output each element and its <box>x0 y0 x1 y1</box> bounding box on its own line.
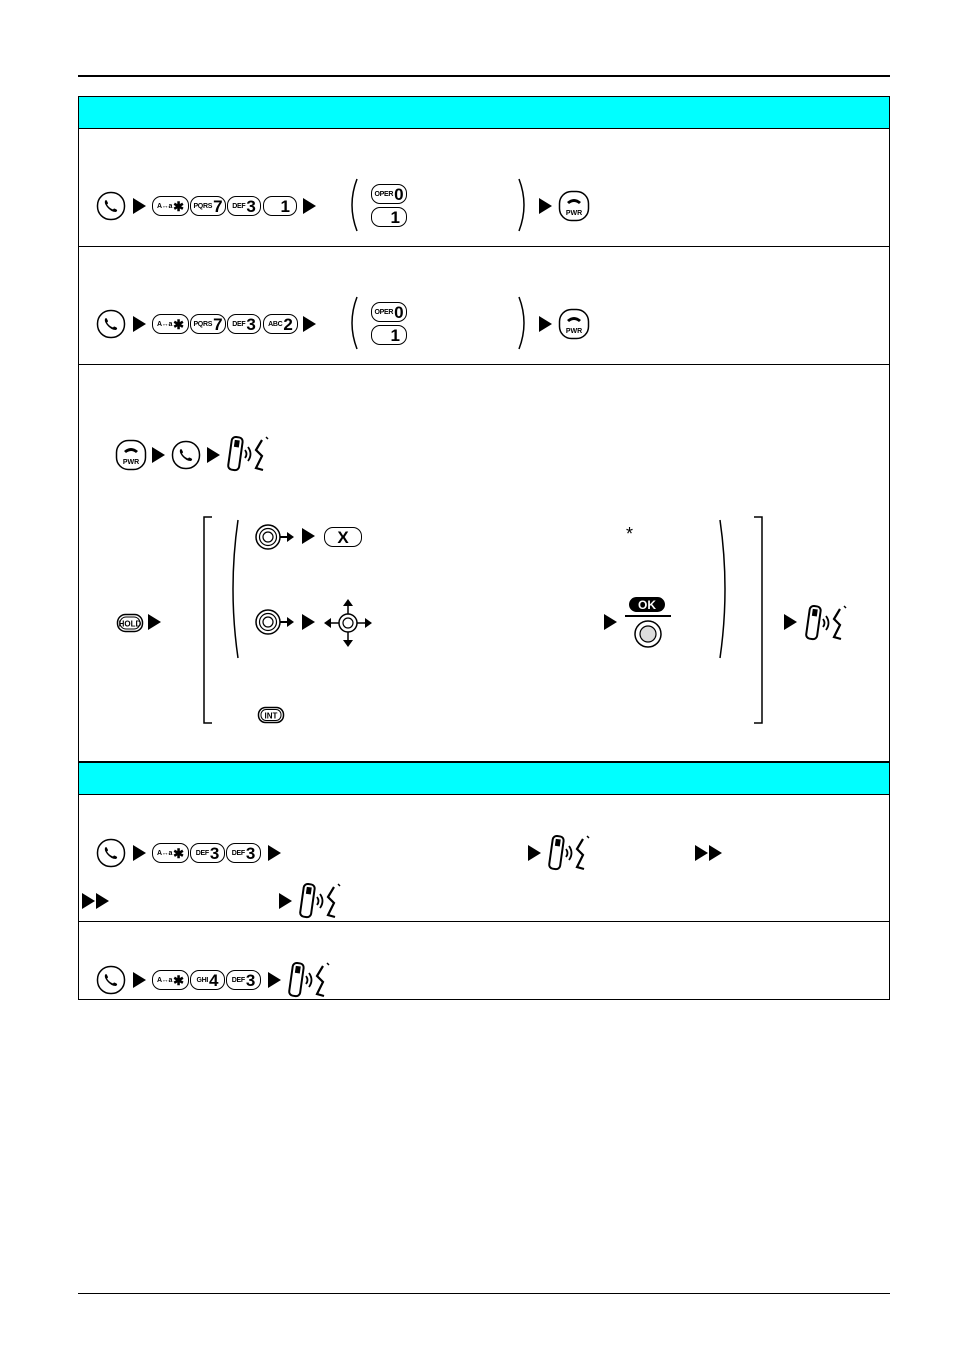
close-paren <box>517 295 531 351</box>
arrow-icon <box>268 845 281 861</box>
one-key: 1 <box>371 325 407 345</box>
arrow-icon <box>133 845 146 861</box>
star-key: A↔a ✱ <box>152 314 189 334</box>
star-key: A↔a ✱ <box>152 196 189 216</box>
close-paren <box>718 518 732 660</box>
three-key: DEF 3 <box>227 314 261 334</box>
off-hook-icon <box>96 309 126 339</box>
arrow-icon <box>302 614 315 630</box>
power-key-icon <box>558 308 590 340</box>
arrow-icon <box>268 972 281 988</box>
arrow-icon <box>133 316 146 332</box>
svg-text:HOLD: HOLD <box>118 619 142 629</box>
arrow-icon <box>784 614 797 630</box>
double-arrow-icon <box>709 845 722 861</box>
row-divider <box>78 921 890 922</box>
open-bracket <box>202 516 214 724</box>
open-paren <box>226 518 240 660</box>
row-divider <box>78 246 890 247</box>
svg-text:INT: INT <box>264 711 278 721</box>
asterisk-text: * <box>626 524 634 544</box>
arrow-icon <box>539 198 552 214</box>
row-divider <box>78 364 890 365</box>
arrow-icon <box>207 447 220 463</box>
zero-key: OPER 0 <box>371 184 407 204</box>
arrow-icon <box>302 528 315 544</box>
ok-divider <box>625 615 671 617</box>
bottom-rule <box>78 1293 890 1294</box>
arrow-icon <box>133 972 146 988</box>
section-header-band-1 <box>78 96 890 129</box>
power-key-icon <box>558 190 590 222</box>
three-key: DEF 3 <box>226 970 261 990</box>
off-hook-icon <box>171 440 201 470</box>
int-key-icon <box>257 706 285 724</box>
star-key: A↔a ✱ <box>152 970 189 990</box>
off-hook-icon <box>96 191 126 221</box>
section-header-band-2 <box>78 762 890 795</box>
svg-text:PWR: PWR <box>565 210 583 217</box>
arrow-icon <box>152 447 165 463</box>
close-bracket <box>752 516 764 724</box>
open-paren <box>345 295 359 351</box>
arrow-icon <box>148 614 161 630</box>
navigator-key-icon <box>323 598 373 648</box>
center-select-icon <box>633 619 663 649</box>
talk-icon <box>287 960 331 1000</box>
arrow-icon <box>604 614 617 630</box>
power-key-icon <box>115 439 147 471</box>
three-key: DEF 3 <box>227 196 261 216</box>
close-paren <box>517 177 531 233</box>
jog-dial-icon <box>254 522 296 552</box>
talk-icon <box>298 881 342 921</box>
x-key: X <box>324 527 362 547</box>
jog-dial-icon <box>254 607 296 637</box>
svg-text:PWR: PWR <box>122 459 140 466</box>
hold-key-icon <box>116 613 144 633</box>
two-key: ABC 2 <box>263 314 298 334</box>
ok-label: OK <box>629 597 665 612</box>
three-key: DEF 3 <box>226 843 261 863</box>
arrow-icon <box>279 893 292 909</box>
double-arrow-icon <box>96 893 109 909</box>
talk-icon <box>804 603 848 643</box>
star-key: A↔a ✱ <box>152 843 189 863</box>
seven-key: PQRS 7 <box>190 196 226 216</box>
top-rule <box>78 75 890 77</box>
svg-text:PWR: PWR <box>565 328 583 335</box>
arrow-icon <box>539 316 552 332</box>
arrow-icon <box>133 198 146 214</box>
arrow-icon <box>303 198 316 214</box>
open-paren <box>345 177 359 233</box>
arrow-icon <box>303 316 316 332</box>
off-hook-icon <box>96 838 126 868</box>
three-key: DEF 3 <box>190 843 225 863</box>
double-arrow-icon <box>82 893 95 909</box>
zero-key: OPER 0 <box>371 302 407 322</box>
one-key: 1 <box>263 196 297 216</box>
off-hook-icon <box>96 965 126 995</box>
talk-icon <box>547 833 591 873</box>
talk-icon <box>226 434 270 474</box>
arrow-icon <box>528 845 541 861</box>
seven-key: PQRS 7 <box>190 314 226 334</box>
four-key: GHI 4 <box>190 970 225 990</box>
double-arrow-icon <box>695 845 708 861</box>
one-key: 1 <box>371 207 407 227</box>
